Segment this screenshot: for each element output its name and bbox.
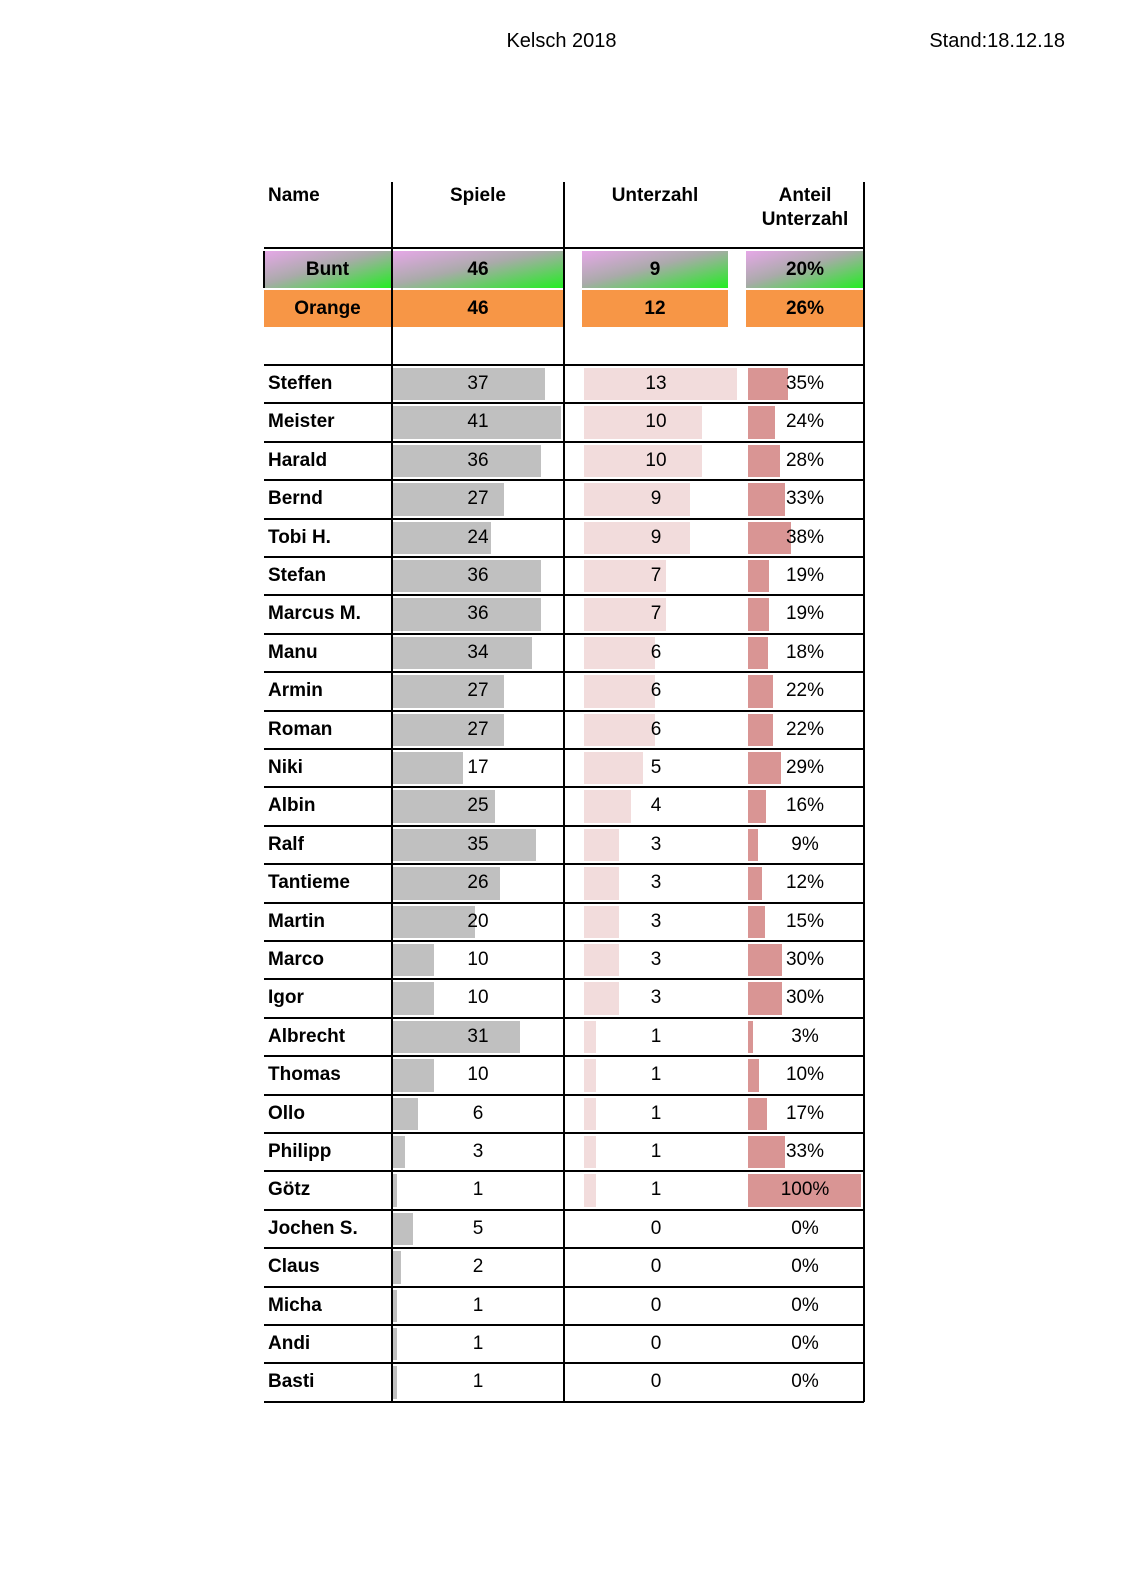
player-spiele: 1: [472, 1294, 484, 1316]
player-spiele: 10: [467, 949, 489, 970]
player-unterzahl: 6: [650, 718, 662, 740]
player-spiele: 36: [467, 603, 489, 625]
player-spiele: 3: [472, 1141, 484, 1162]
column-header-unterzahl: Unterzahl: [611, 185, 699, 206]
player-unterzahl: 3: [650, 872, 662, 894]
player-anteil: 30%: [785, 987, 825, 1009]
col-divider-right: [863, 182, 865, 1402]
player-name: Jochen S.: [268, 1217, 358, 1239]
player-unterzahl: 4: [650, 795, 662, 817]
player-name: Tantieme: [268, 872, 351, 894]
player-anteil: 12%: [785, 872, 825, 894]
player-anteil: 35%: [785, 373, 825, 394]
player-unterzahl: 0: [650, 1371, 662, 1393]
player-spiele: 17: [467, 757, 489, 778]
player-anteil: 100%: [780, 1179, 830, 1201]
player-name: Ralf: [268, 833, 304, 855]
player-name: Igor: [268, 987, 304, 1009]
player-unterzahl: 0: [650, 1294, 662, 1316]
player-name: Stefan: [268, 565, 327, 586]
player-spiele: 5: [472, 1217, 484, 1239]
player-unterzahl: 3: [650, 949, 662, 970]
player-spiele: 27: [467, 718, 489, 740]
player-name: Philipp: [268, 1141, 332, 1162]
player-spiele: 24: [467, 526, 489, 548]
player-spiele: 25: [467, 795, 489, 817]
player-anteil: 18%: [785, 641, 825, 663]
column-header-spiele: Spiele: [450, 185, 506, 206]
player-name: Harald: [268, 449, 328, 471]
player-unterzahl: 10: [645, 411, 667, 433]
team-spiele: 46: [467, 298, 489, 319]
player-unterzahl: 3: [650, 910, 662, 932]
player-name: Basti: [268, 1371, 315, 1393]
player-spiele: 41: [467, 411, 489, 433]
player-anteil: 0%: [791, 1217, 819, 1239]
player-anteil: 17%: [785, 1102, 825, 1124]
player-name: Marcus M.: [268, 603, 361, 625]
player-name: Claus: [268, 1256, 320, 1278]
player-spiele: 35: [467, 833, 489, 855]
document-title: Kelsch 2018: [506, 30, 617, 52]
player-unterzahl: 13: [645, 373, 667, 394]
player-anteil: 10%: [785, 1064, 825, 1086]
player-unterzahl: 0: [650, 1256, 662, 1278]
document-date: Stand:18.12.18: [929, 30, 1065, 52]
player-spiele: 10: [467, 1064, 489, 1086]
player-anteil: 0%: [791, 1333, 819, 1354]
player-name: Manu: [268, 641, 318, 663]
player-anteil: 0%: [791, 1294, 819, 1316]
player-spiele: 26: [467, 872, 489, 894]
player-spiele: 6: [472, 1102, 484, 1124]
player-spiele: 20: [467, 910, 489, 932]
player-name: Thomas: [268, 1064, 341, 1086]
col-divider-name: [391, 182, 393, 1402]
player-anteil: 30%: [785, 949, 825, 970]
player-name: Roman: [268, 718, 333, 740]
player-unterzahl: 0: [650, 1333, 662, 1354]
player-name: Götz: [268, 1179, 311, 1201]
player-anteil: 38%: [785, 526, 825, 548]
player-name: Tobi H.: [268, 526, 331, 548]
player-anteil: 22%: [785, 680, 825, 702]
player-name: Marco: [268, 949, 324, 970]
player-name: Micha: [268, 1294, 322, 1316]
player-anteil: 3%: [791, 1025, 819, 1047]
player-anteil: 16%: [785, 795, 825, 817]
player-anteil: 29%: [785, 757, 825, 778]
team-name: Bunt: [305, 259, 350, 280]
team-anteil: 26%: [785, 298, 825, 319]
player-unterzahl: 7: [650, 565, 662, 586]
player-unterzahl: 1: [650, 1064, 662, 1086]
player-anteil: 15%: [785, 910, 825, 932]
team-name: Orange: [294, 298, 361, 319]
player-unterzahl: 1: [650, 1102, 662, 1124]
player-unterzahl: 1: [650, 1025, 662, 1047]
player-unterzahl: 7: [650, 603, 662, 625]
player-unterzahl: 3: [650, 833, 662, 855]
player-name: Meister: [268, 411, 335, 433]
column-header-anteil: Anteil Unterzahl: [761, 185, 849, 230]
player-unterzahl: 9: [650, 526, 662, 548]
player-spiele: 36: [467, 449, 489, 471]
player-anteil: 24%: [785, 411, 825, 433]
player-anteil: 9%: [791, 833, 819, 855]
player-name: Andi: [268, 1333, 311, 1354]
player-anteil: 19%: [785, 603, 825, 625]
player-name: Armin: [268, 680, 323, 702]
player-unterzahl: 1: [650, 1141, 662, 1162]
team-spiele: 46: [467, 259, 489, 280]
player-unterzahl: 5: [650, 757, 662, 778]
player-anteil: 0%: [791, 1256, 819, 1278]
player-spiele: 36: [467, 565, 489, 586]
player-unterzahl: 1: [650, 1179, 662, 1201]
player-name: Albrecht: [268, 1025, 346, 1047]
player-anteil: 33%: [785, 488, 825, 510]
player-spiele: 10: [467, 987, 489, 1009]
player-spiele: 27: [467, 680, 489, 702]
player-name: Steffen: [268, 373, 333, 394]
player-name: Bernd: [268, 488, 323, 510]
player-spiele: 27: [467, 488, 489, 510]
team-row-border: [263, 251, 265, 288]
player-spiele: 2: [472, 1256, 484, 1278]
player-spiele: 1: [472, 1371, 484, 1393]
player-unterzahl: 6: [650, 680, 662, 702]
col-divider-spiele: [563, 182, 565, 1402]
player-anteil: 28%: [785, 449, 825, 471]
player-anteil: 22%: [785, 718, 825, 740]
player-spiele: 31: [467, 1025, 489, 1047]
player-name: Albin: [268, 795, 316, 817]
player-name: Martin: [268, 910, 325, 932]
player-unterzahl: 9: [650, 488, 662, 510]
player-anteil: 0%: [791, 1371, 819, 1393]
team-unterzahl: 9: [649, 259, 661, 280]
player-unterzahl: 0: [650, 1217, 662, 1239]
player-spiele: 1: [472, 1179, 484, 1201]
player-spiele: 37: [467, 373, 489, 394]
team-anteil: 20%: [785, 259, 825, 280]
player-unterzahl: 10: [645, 449, 667, 471]
player-name: Niki: [268, 757, 303, 778]
player-spiele: 1: [472, 1333, 484, 1354]
player-anteil: 19%: [785, 565, 825, 586]
column-header-name: Name: [268, 185, 320, 206]
player-unterzahl: 6: [650, 641, 662, 663]
player-anteil: 33%: [785, 1141, 825, 1162]
team-unterzahl: 12: [644, 298, 666, 319]
player-unterzahl: 3: [650, 987, 662, 1009]
player-name: Ollo: [268, 1102, 305, 1124]
player-spiele: 34: [467, 641, 489, 663]
